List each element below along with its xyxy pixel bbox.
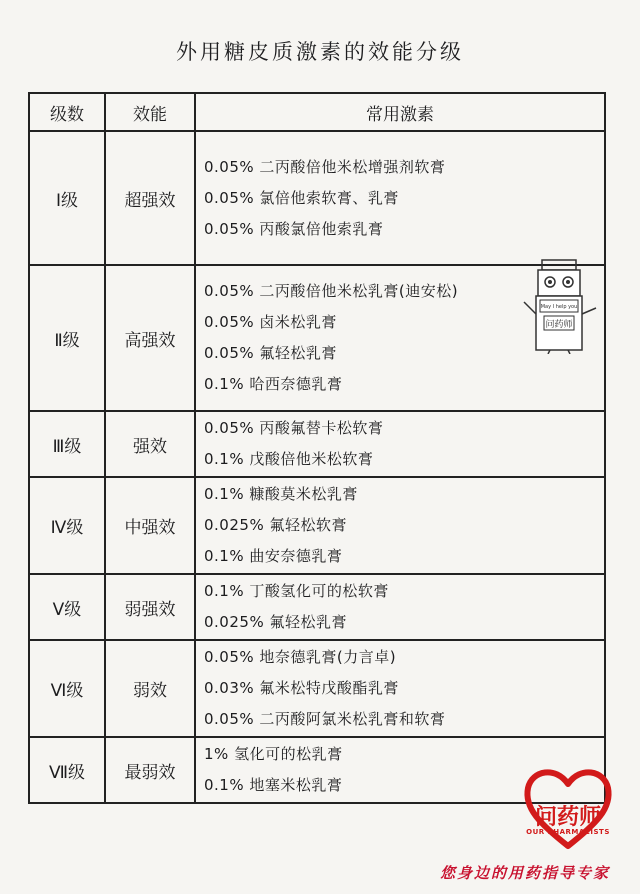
efficacy-cell: 超强效: [105, 131, 195, 265]
efficacy-cell: 最弱效: [105, 737, 195, 803]
drug-item: 0.05% 丙酸氟替卡松软膏: [204, 419, 384, 437]
brand-logo: [520, 762, 616, 852]
page-title: 外用糖皮质激素的效能分级: [176, 40, 464, 64]
drug-item: 0.1% 丁酸氢化可的松软膏: [204, 582, 389, 600]
slogan: 您身边的用药指导专家: [439, 864, 610, 882]
header-efficacy: 效能: [105, 93, 195, 131]
efficacy-cell: 弱强效: [105, 574, 195, 640]
drug-item: 0.05% 地奈德乳膏(力言卓): [204, 648, 397, 666]
level-cell: Ⅶ级: [29, 737, 105, 803]
drug-item: 1% 氢化可的松乳膏: [204, 745, 343, 763]
efficacy-cell: 强效: [105, 411, 195, 477]
logo-subtitle: OUR PHARMACISTS: [526, 828, 610, 836]
table-header-row: [29, 93, 605, 131]
table-row: [29, 737, 605, 803]
table-row: [29, 574, 605, 640]
level-cell: Ⅳ级: [29, 477, 105, 574]
table-row: [29, 477, 605, 574]
logo-name: 问药师: [534, 805, 601, 830]
drug-item: 0.025% 氟轻松乳膏: [204, 613, 347, 631]
drug-item: 0.1% 地塞米松乳膏: [204, 776, 343, 794]
drug-item: 0.05% 卤米松乳膏: [204, 313, 337, 331]
drug-item: 0.05% 二丙酸倍他米松增强剂软膏: [204, 157, 446, 176]
drug-item: 0.025% 氟轻松软膏: [204, 516, 347, 534]
level-cell: Ⅴ级: [29, 574, 105, 640]
drug-item: 0.1% 糠酸莫米松乳膏: [204, 485, 358, 503]
level-cell: Ⅱ级: [29, 265, 105, 411]
level-cell: Ⅰ级: [29, 131, 105, 265]
header-drugs: 常用激素: [195, 93, 605, 131]
table-row: [29, 265, 605, 411]
drugs-cell: [195, 131, 605, 265]
efficacy-cell: 弱效: [105, 640, 195, 737]
efficacy-cell: 高强效: [105, 265, 195, 411]
drugs-cell: [195, 640, 605, 737]
mascot-label: 问药师: [545, 320, 573, 330]
drug-item: 0.05% 氟轻松乳膏: [204, 344, 337, 362]
table-row: [29, 640, 605, 737]
drug-item: 0.1% 曲安奈德乳膏: [204, 547, 343, 565]
drug-item: 0.05% 丙酸氯倍他索乳膏: [204, 219, 384, 238]
level-cell: Ⅵ级: [29, 640, 105, 737]
level-cell: Ⅲ级: [29, 411, 105, 477]
drug-item: 0.05% 二丙酸倍他米松乳膏(迪安松): [204, 282, 459, 300]
table-row: [29, 411, 605, 477]
drug-item: 0.05% 二丙酸阿氯米松乳膏和软膏: [204, 710, 446, 728]
drugs-cell: [195, 477, 605, 574]
header-level: 级数: [29, 93, 105, 131]
drug-item: 0.05% 氯倍他索软膏、乳膏: [204, 188, 399, 207]
drug-item: 0.1% 戊酸倍他米松软膏: [204, 450, 374, 468]
mascot-tag: May I help you: [540, 304, 578, 310]
table-row: [29, 131, 605, 265]
drug-item: 0.03% 氟米松特戊酸酯乳膏: [204, 679, 399, 697]
drug-item: 0.1% 哈西奈德乳膏: [204, 375, 343, 393]
drugs-cell: [195, 411, 605, 477]
efficacy-cell: 中强效: [105, 477, 195, 574]
mascot-doodle-icon: [520, 258, 600, 354]
potency-table: [28, 92, 606, 804]
drugs-cell: [195, 574, 605, 640]
